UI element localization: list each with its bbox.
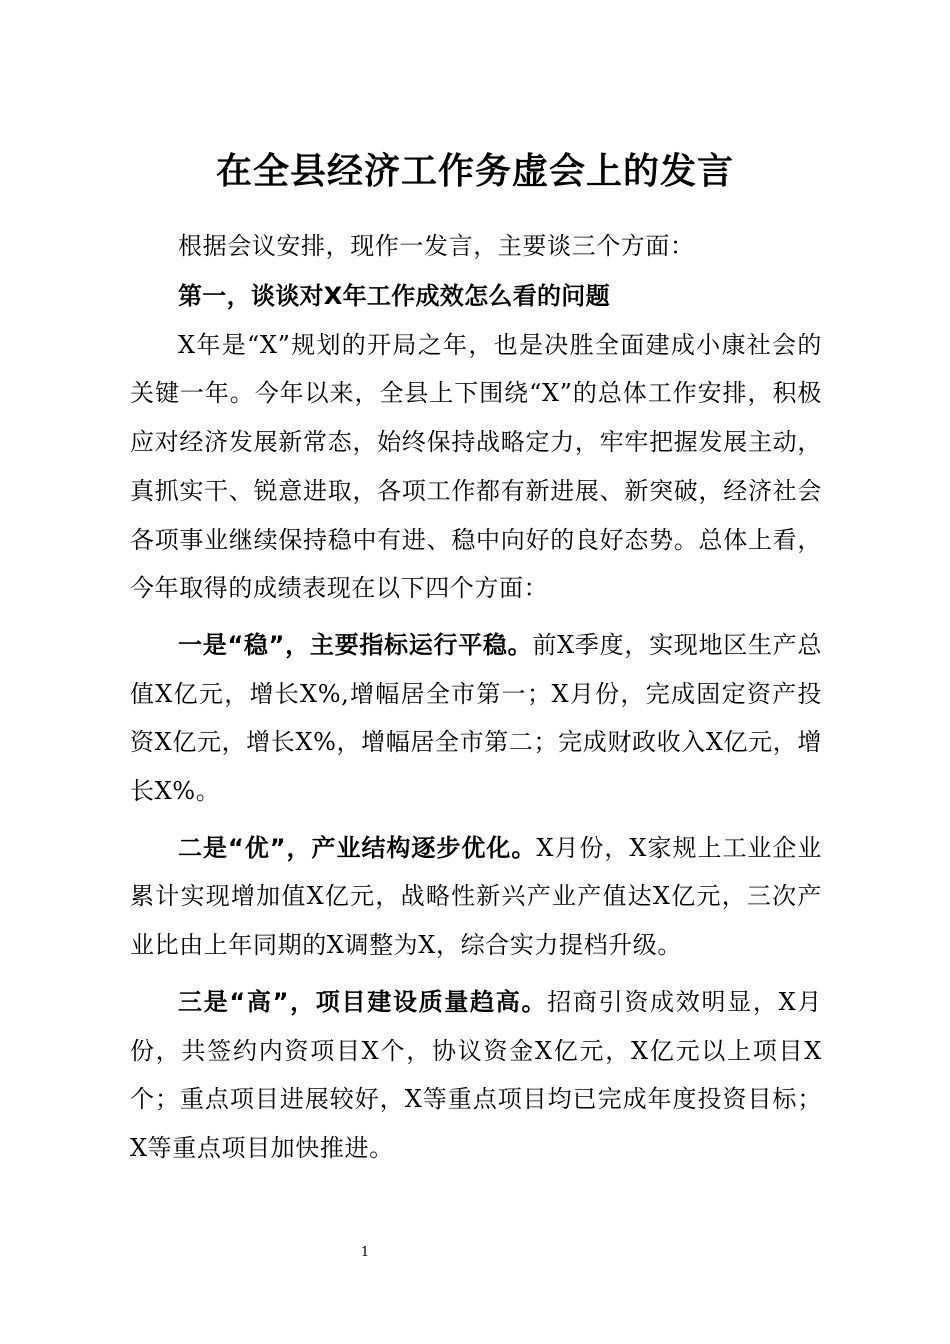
page-number: 1 [360, 1245, 370, 1260]
point-lead-3: 三是“高”，项目建设质量趋高。 [178, 987, 548, 1016]
section-heading: 第一，谈谈对X年工作成效怎么看的问题 [178, 281, 610, 310]
point-paragraph-3 [130, 978, 822, 1173]
point-text-2: X月份，X家规上工业企业累计实现增加值X亿元，战略性新兴产业产值达X亿元，三次产业比由上年同期的X调整为X，综合实力提档升级。 [130, 833, 823, 960]
point-text-1: 前X季度，实现地区生产总值X亿元，增长X%,增幅居全市第一；X月份，完成固定资产投资X亿元，增长X%，增幅居全市第二；完成财政收入X亿元，增长X%。 [130, 630, 822, 806]
intro-paragraph: 根据会议安排，现作一发言，主要谈三个方面： [178, 232, 695, 260]
point-paragraph-1 [130, 621, 822, 816]
document-title: 在全县经济工作务虚会上的发言 [215, 151, 734, 192]
document-body [130, 222, 822, 1173]
point-lead-2: 二是“优”，产业结构逐步优化。 [178, 833, 537, 862]
overview-paragraph: X年是“X”规划的开局之年，也是决胜全面建成小康社会的关键一年。今年以来，全县上下围绕“X”的总体工作安排，积极应对经济发展新常态，始终保持战略定力，牢牢把握发展主动，真抓实干、锐意进取，各项工作都有新进展、新突破，经济社会各项事业继续保持稳中有进、稳中向好的良好态势。总体上看，今年取得的成绩表现在以下四个方面： [130, 330, 822, 603]
point-lead-1: 一是“稳”，主要指标运行平稳。 [178, 630, 533, 659]
point-paragraph-2 [130, 824, 822, 970]
point-text-3: 招商引资成效明显，X月份，共签约内资项目X个，协议资金X亿元，X亿元以上项目X个；重点项目进展较好，X等重点项目均已完成年度投资目标；X等重点项目加快推进。 [130, 987, 823, 1162]
